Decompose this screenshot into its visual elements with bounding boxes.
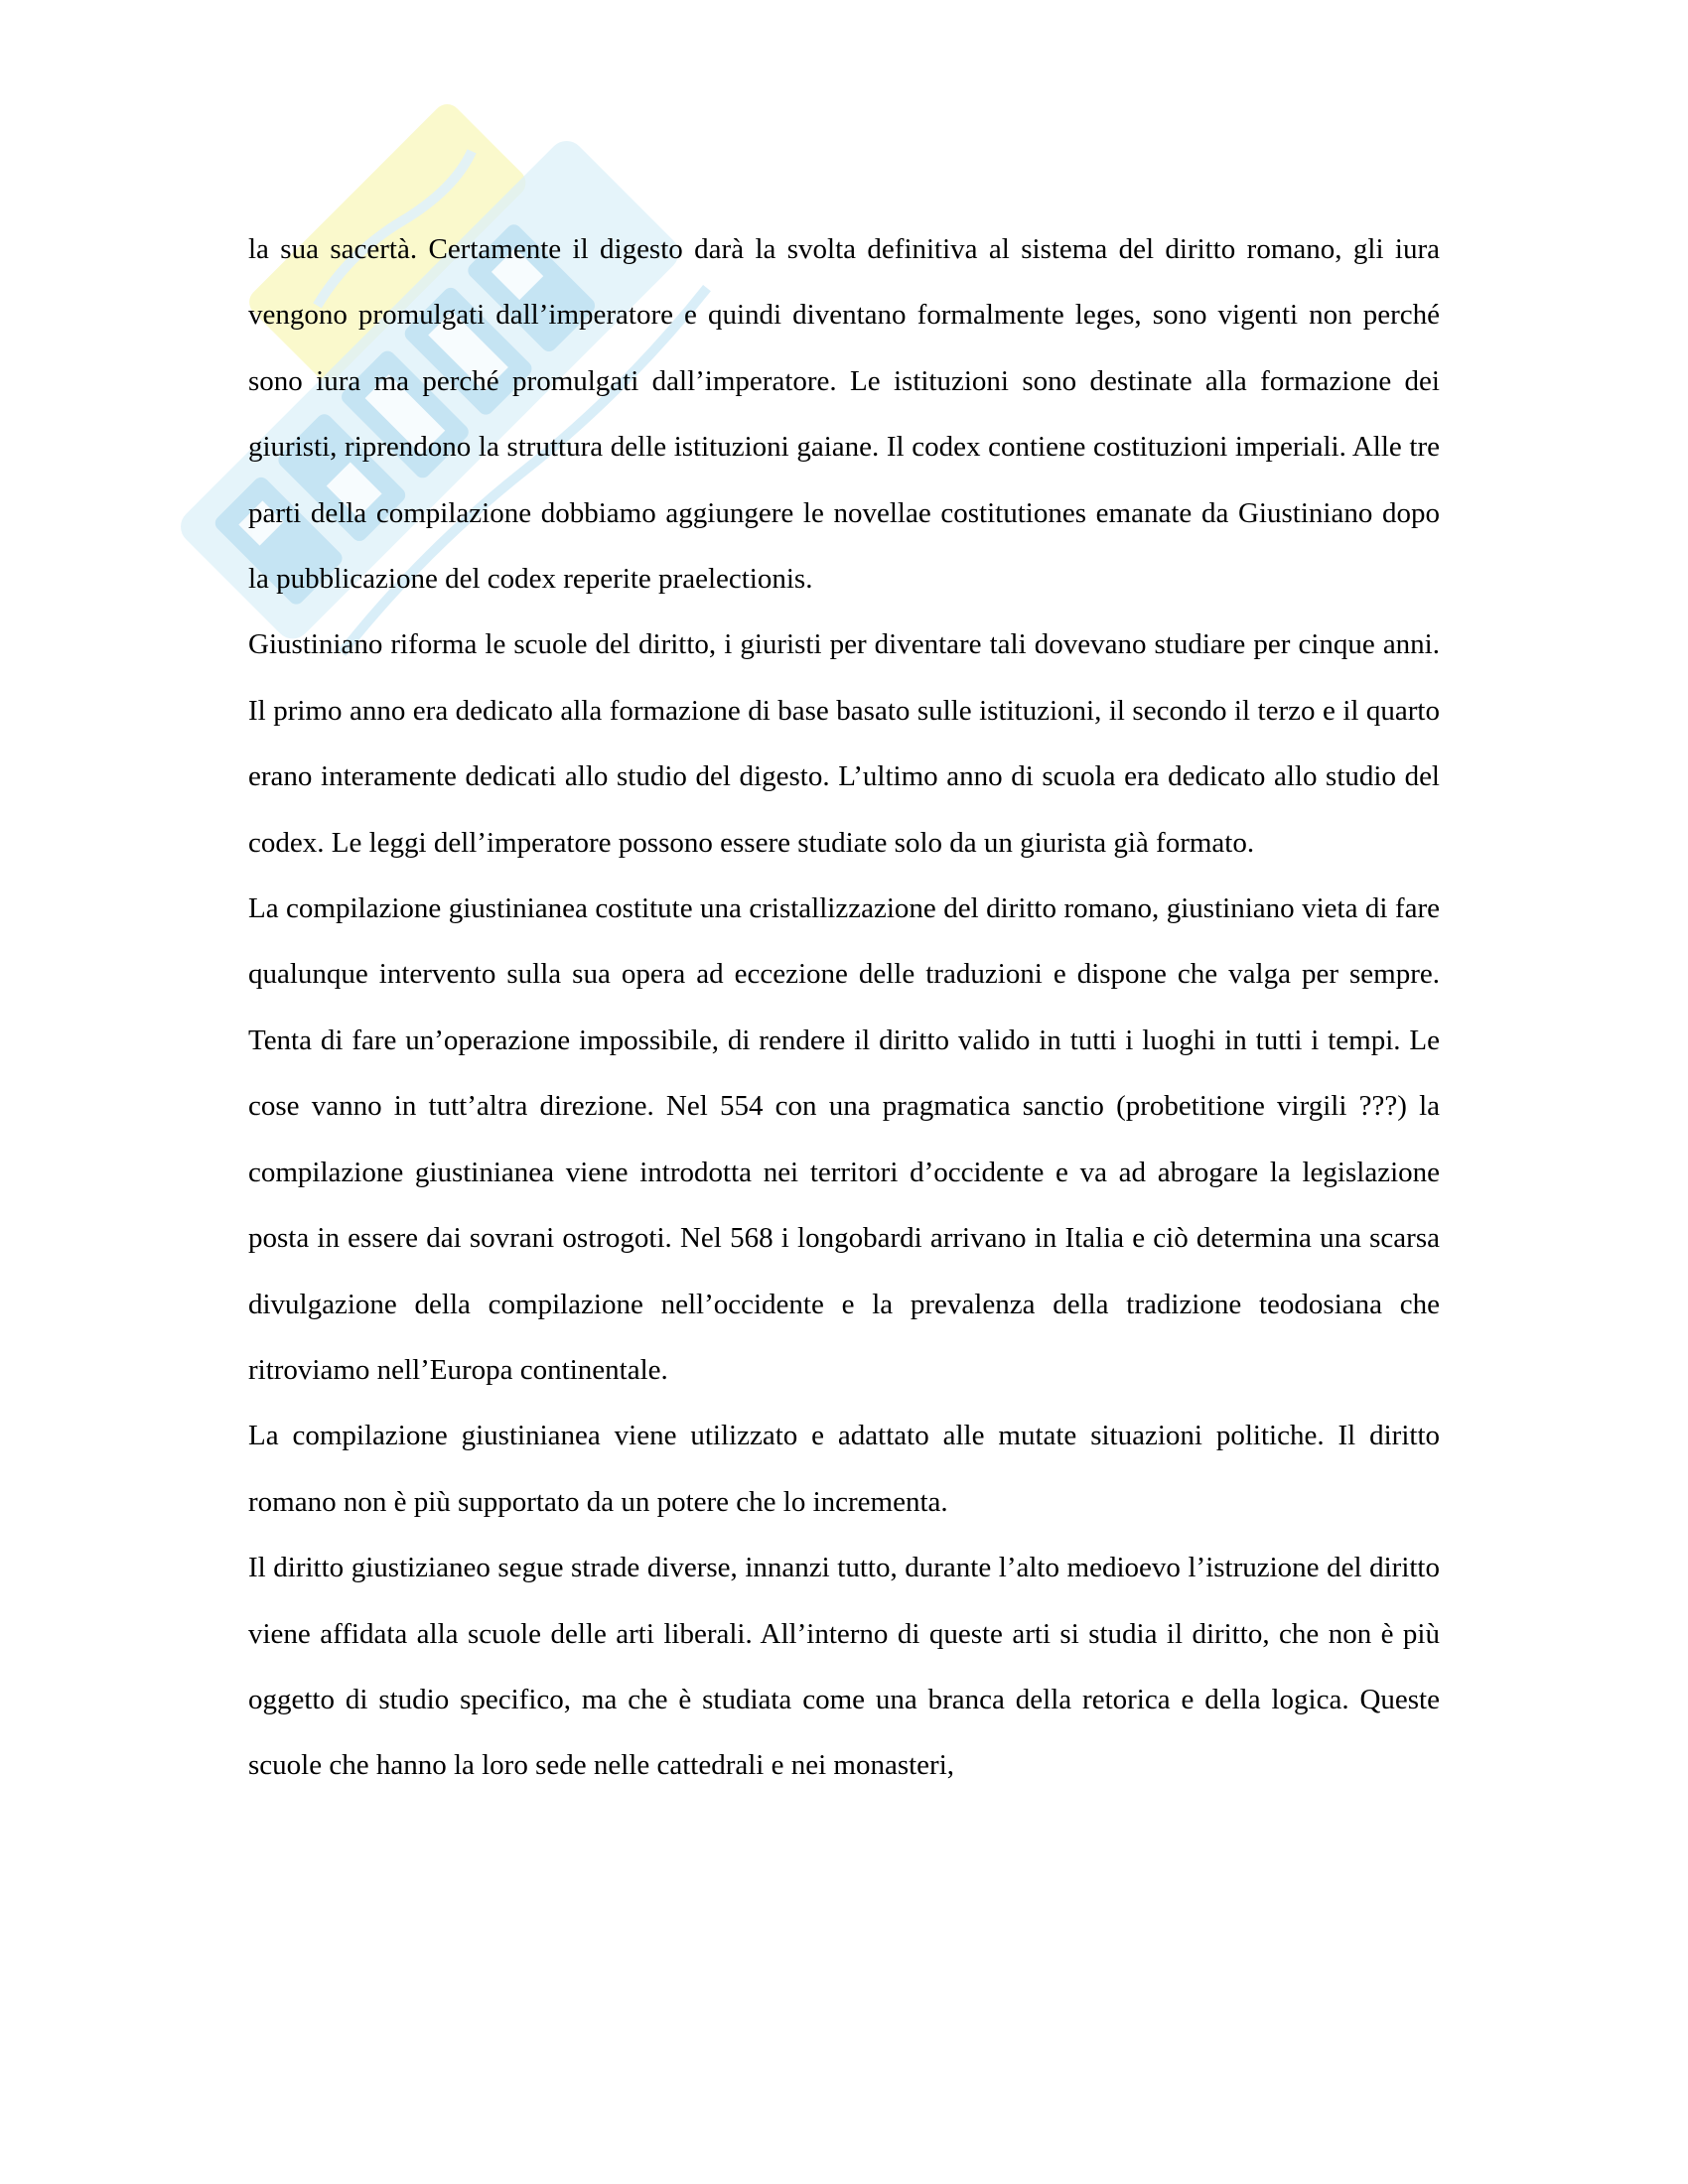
paragraph-2: Giustiniano riforma le scuole del diritto, i giuristi per diventare tali dovevano studiare per cinque anni. Il primo anno era dedicato alla formazione di base basato sulle istituzioni, il secondo il terzo e il quarto erano interamente dedicati allo studio del digesto. L’ultimo anno di scuola era dedicato allo studio del codex. Le leggi dell’imperatore possono essere studiate solo da un giurista già formato. (248, 628, 1440, 859)
paragraph-3: La compilazione giustinianea costitute una cristallizzazione del diritto romano, giustiniano vieta di fare qualunque intervento sulla sua opera ad eccezione delle traduzioni e dispone che valga per sempre. Tenta di fare un’operazione impossibile, di rendere il diritto valido in tutti i luoghi in tutti i tempi. Le cose vanno in tutt’altra direzione. Nel 554 con una pragmatica sanctio (probetitione virgili ???) la compilazione giustinianea viene introdotta nei territori d’occidente e va ad abrogare la legislazione posta in essere dai sovrani ostrogoti. Nel 568 i longobardi arrivano in Italia e ciò determina una scarsa divulgazione della compilazione nell’occidente e la prevalenza della tradizione teodosiana che ritroviamo nell’Europa continentale. (248, 892, 1440, 1386)
paragraph-4: La compilazione giustinianea viene utilizzato e adattato alle mutate situazioni politiche. Il diritto romano non è più supportato da un potere che lo incrementa. (248, 1420, 1440, 1518)
paragraph-5: Il diritto giustizianeo segue strade diverse, innanzi tutto, durante l’alto medioevo l’istruzione del diritto viene affidata alla scuole delle arti liberali. All’interno di queste arti si studia il diritto, che non è più oggetto di studio specifico, ma che è studiata come una branca della retorica e della logica. Queste scuole che hanno la loro sede nelle cattedrali e nei monasteri, (248, 1552, 1440, 1782)
paragraph-1: la sua sacertà. Certamente il digesto darà la svolta definitiva al sistema del diritto romano, gli iura vengono promulgati dall’imperatore e quindi diventano formalmente leges, sono vigenti non perché sono iura ma perché promulgati dall’imperatore. Le istituzioni sono destinate alla formazione dei giuristi, riprendono la struttura delle istituzioni gaiane. Il codex contiene costituzioni imperiali. Alle tre parti della compilazione dobbiamo aggiungere le novellae costitutiones emanate da Giustiniano dopo la pubblicazione del codex reperite praelectionis. (248, 233, 1440, 596)
document-body (248, 216, 1440, 1799)
